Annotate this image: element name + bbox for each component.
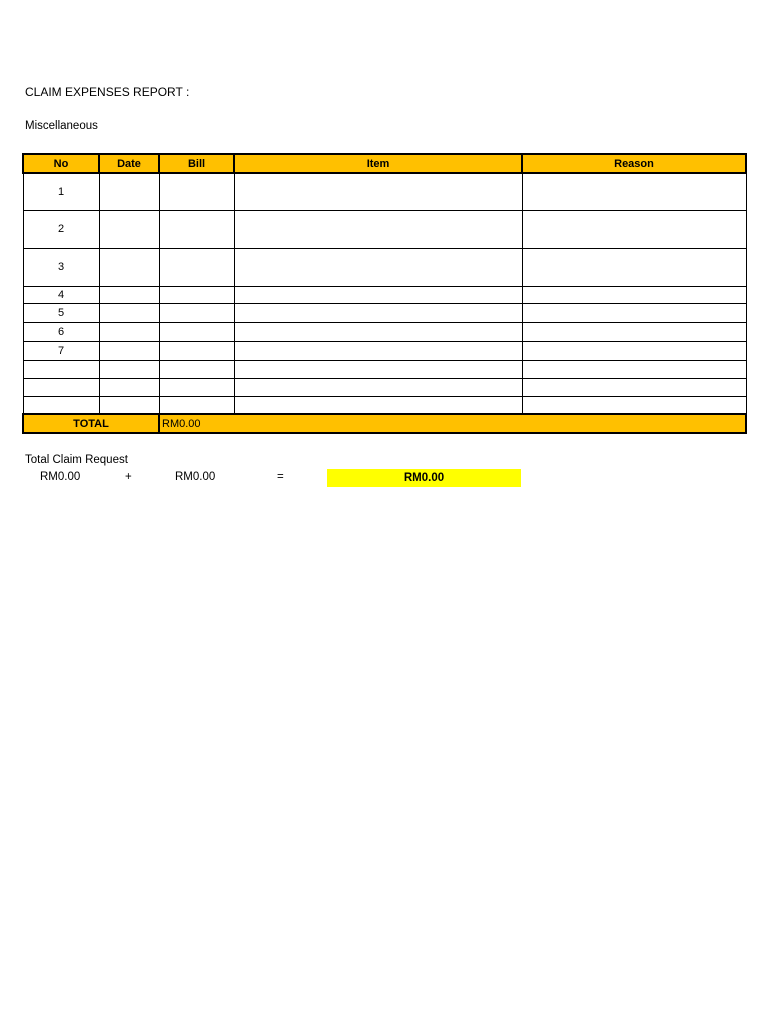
table-row [23,396,746,414]
item-cell[interactable] [234,378,522,396]
reason-cell[interactable] [522,303,746,322]
date-cell[interactable] [99,286,159,303]
item-cell[interactable] [234,322,522,341]
row-number [23,360,99,378]
row-number: 6 [23,322,99,341]
reason-cell[interactable] [522,396,746,414]
table-row [23,286,746,303]
bill-cell[interactable] [159,360,234,378]
row-number [23,378,99,396]
row-number: 1 [23,173,99,210]
bill-cell[interactable] [159,303,234,322]
total-value: RM0.00 [159,414,746,433]
summary-label: Total Claim Request [25,454,128,466]
item-cell[interactable] [234,286,522,303]
bill-cell[interactable] [159,173,234,210]
item-cell[interactable] [234,248,522,286]
header-date: Date [99,154,159,173]
reason-cell[interactable] [522,286,746,303]
row-number: 3 [23,248,99,286]
item-cell[interactable] [234,210,522,248]
date-cell[interactable] [99,248,159,286]
bill-cell[interactable] [159,210,234,248]
date-cell[interactable] [99,360,159,378]
date-cell[interactable] [99,303,159,322]
reason-cell[interactable] [522,378,746,396]
summary-amount-a: RM0.00 [40,471,81,483]
equals-sign: = [277,471,284,483]
report-title: CLAIM EXPENSES REPORT : [25,85,190,99]
bill-cell[interactable] [159,396,234,414]
header-reason: Reason [522,154,746,173]
date-cell[interactable] [99,378,159,396]
report-category: Miscellaneous [25,120,98,132]
summary-amount-b: RM0.00 [175,471,216,483]
row-number [23,396,99,414]
table-row [23,173,746,210]
table-row [23,322,746,341]
table-row [23,303,746,322]
table-row [23,378,746,396]
header-bill: Bill [159,154,234,173]
date-cell[interactable] [99,341,159,360]
summary-result: RM0.00 [327,469,521,487]
item-cell[interactable] [234,360,522,378]
date-cell[interactable] [99,210,159,248]
item-cell[interactable] [234,396,522,414]
item-cell[interactable] [234,341,522,360]
reason-cell[interactable] [522,210,746,248]
reason-cell[interactable] [522,173,746,210]
bill-cell[interactable] [159,341,234,360]
date-cell[interactable] [99,173,159,210]
row-number: 4 [23,286,99,303]
table-row [23,210,746,248]
table-row [23,360,746,378]
item-cell[interactable] [234,173,522,210]
total-row [23,414,746,433]
reason-cell[interactable] [522,322,746,341]
row-number: 7 [23,341,99,360]
date-cell[interactable] [99,322,159,341]
item-cell[interactable] [234,303,522,322]
reason-cell[interactable] [522,341,746,360]
table-header-row [23,154,746,173]
table-row [23,341,746,360]
bill-cell[interactable] [159,248,234,286]
total-label: TOTAL [23,414,159,433]
date-cell[interactable] [99,396,159,414]
reason-cell[interactable] [522,248,746,286]
header-item: Item [234,154,522,173]
plus-sign: + [125,471,132,483]
bill-cell[interactable] [159,322,234,341]
row-number: 2 [23,210,99,248]
bill-cell[interactable] [159,378,234,396]
row-number: 5 [23,303,99,322]
table-row [23,248,746,286]
reason-cell[interactable] [522,360,746,378]
bill-cell[interactable] [159,286,234,303]
claim-table [22,153,747,434]
header-no: No [23,154,99,173]
